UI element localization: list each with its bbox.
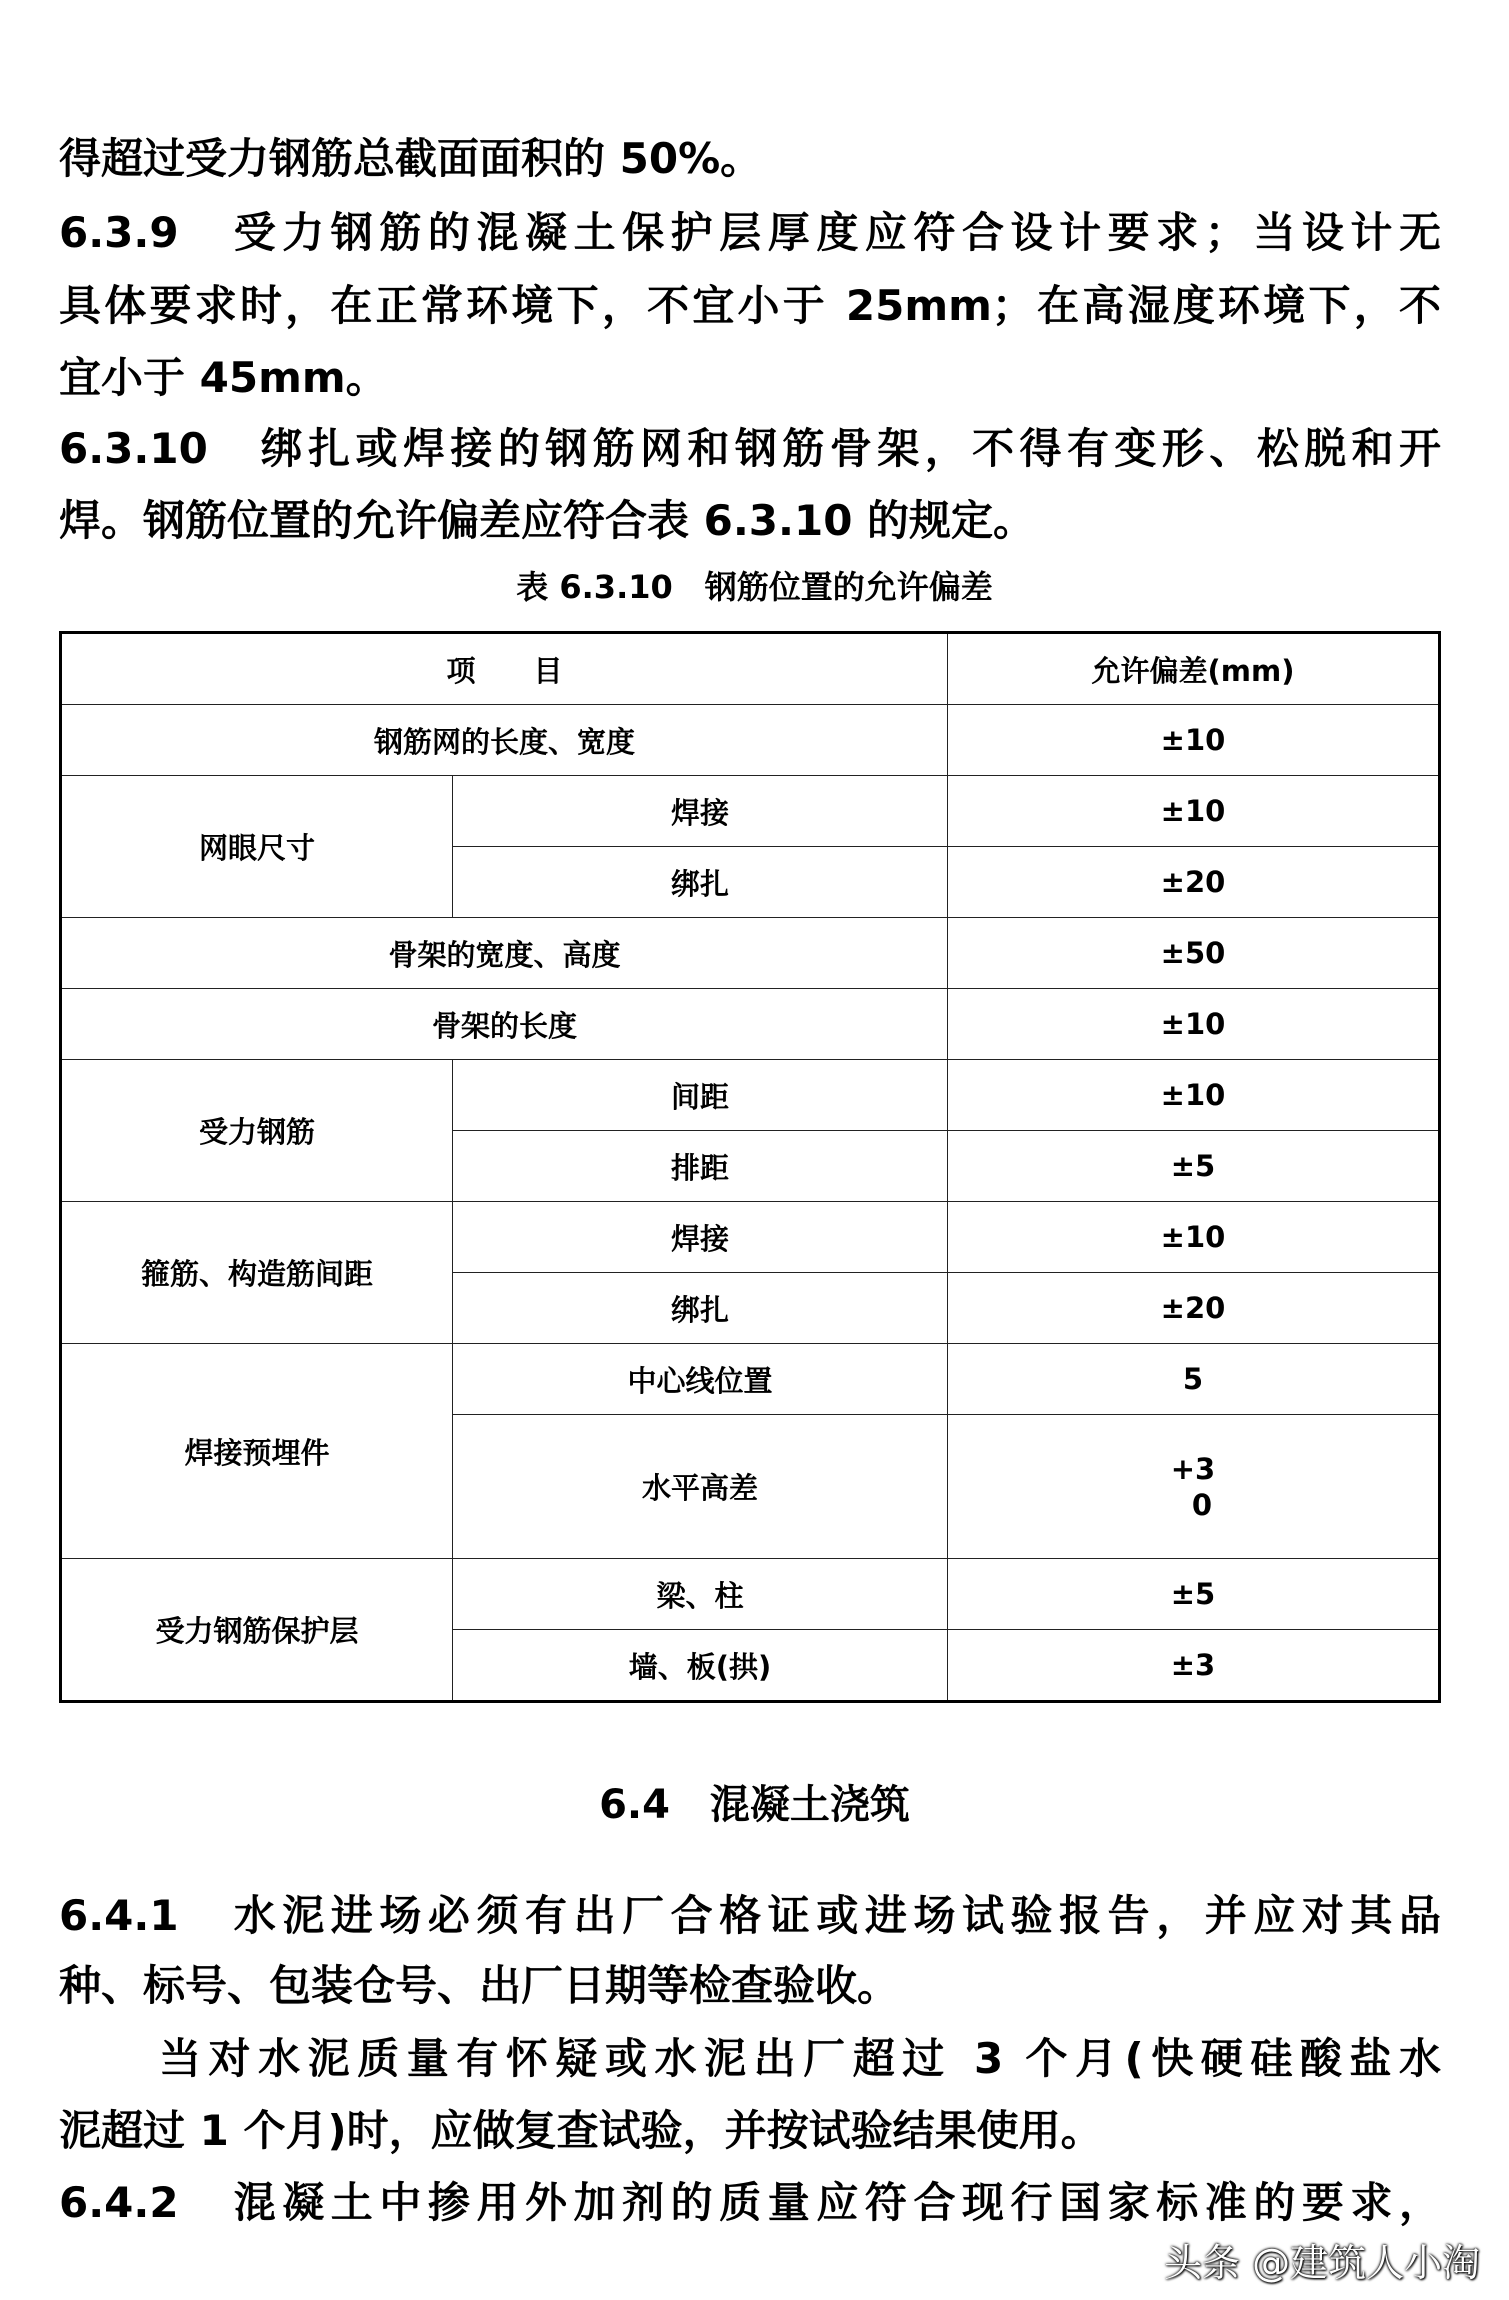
sub-label: 墙、板(拱) — [453, 1630, 948, 1702]
sub-label: 水平高差 — [453, 1415, 948, 1559]
section-heading: 6.4 混凝土浇筑 — [599, 1782, 910, 1828]
row-value: ±10 — [948, 705, 1440, 776]
row-value: ±3 — [948, 1630, 1440, 1702]
row-value: ±20 — [948, 847, 1440, 918]
group-label: 网眼尺寸 — [61, 776, 453, 918]
table-row — [61, 1202, 1440, 1273]
row-value: ±10 — [948, 1202, 1440, 1273]
sub-label: 绑扎 — [453, 847, 948, 918]
row-value: ±10 — [948, 989, 1440, 1060]
value-upper: +3 — [1170, 1451, 1216, 1486]
text-line: 当对水泥质量有怀疑或水泥出厂超过 3 个月(快硬硅酸盐水 — [159, 2034, 1441, 2083]
text-line: 具体要求时，在正常环境下，不宜小于 25mm；在高湿度环境下，不 — [59, 281, 1441, 330]
sub-label: 焊接 — [453, 1202, 948, 1273]
group-label: 受力钢筋保护层 — [61, 1559, 453, 1702]
row-value: ±10 — [948, 776, 1440, 847]
row-value — [948, 1415, 1440, 1559]
header-item: 项 目 — [61, 633, 948, 705]
group-label: 受力钢筋 — [61, 1060, 453, 1202]
text-line: 宜小于 45mm。 — [59, 353, 388, 402]
table-row — [61, 918, 1440, 989]
value-lower: 0 — [1191, 1487, 1213, 1522]
table-row — [61, 705, 1440, 776]
table-row — [61, 1559, 1440, 1630]
group-label: 焊接预埋件 — [61, 1344, 453, 1559]
sub-label: 间距 — [453, 1060, 948, 1131]
table-header-row — [61, 633, 1440, 705]
row-label: 骨架的宽度、高度 — [61, 918, 948, 989]
table-row — [61, 776, 1440, 847]
sub-label: 焊接 — [453, 776, 948, 847]
sub-label: 梁、柱 — [453, 1559, 948, 1630]
text-line: 种、标号、包装仓号、出厂日期等检查验收。 — [59, 1961, 900, 2010]
watermark: 头条 @建筑人小淘 — [1164, 2241, 1481, 2285]
sub-label: 绑扎 — [453, 1273, 948, 1344]
sub-label: 排距 — [453, 1131, 948, 1202]
header-tolerance: 允许偏差(mm) — [948, 633, 1440, 705]
text-line: 得超过受力钢筋总截面面积的 50%。 — [59, 134, 763, 183]
table-row — [61, 1344, 1440, 1415]
table-row — [61, 1060, 1440, 1131]
text-line: 泥超过 1 个月)时，应做复查试验，并按试验结果使用。 — [59, 2106, 1103, 2155]
text-line: 焊。钢筋位置的允许偏差应符合表 6.3.10 的规定。 — [59, 496, 1036, 545]
table-row — [61, 989, 1440, 1060]
row-value: ±5 — [948, 1131, 1440, 1202]
row-value: 5 — [948, 1344, 1440, 1415]
row-value: ±10 — [948, 1060, 1440, 1131]
row-value: ±50 — [948, 918, 1440, 989]
row-label: 钢筋网的长度、宽度 — [61, 705, 948, 776]
tolerance-table — [59, 631, 1441, 1703]
text-line: 6.4.2 混凝土中掺用外加剂的质量应符合现行国家标准的要求， — [59, 2178, 1441, 2227]
row-label: 骨架的长度 — [61, 989, 948, 1060]
row-value: ±20 — [948, 1273, 1440, 1344]
text-line: 6.3.10 绑扎或焊接的钢筋网和钢筋骨架，不得有变形、松脱和开 — [59, 424, 1441, 473]
table-caption: 表 6.3.10 钢筋位置的允许偏差 — [516, 568, 993, 606]
text-line: 6.4.1 水泥进场必须有出厂合格证或进场试验报告，并应对其品 — [59, 1891, 1441, 1940]
row-value: ±5 — [948, 1559, 1440, 1630]
sub-label: 中心线位置 — [453, 1344, 948, 1415]
text-line: 6.3.9 受力钢筋的混凝土保护层厚度应符合设计要求；当设计无 — [59, 208, 1441, 257]
group-label: 箍筋、构造筋间距 — [61, 1202, 453, 1344]
